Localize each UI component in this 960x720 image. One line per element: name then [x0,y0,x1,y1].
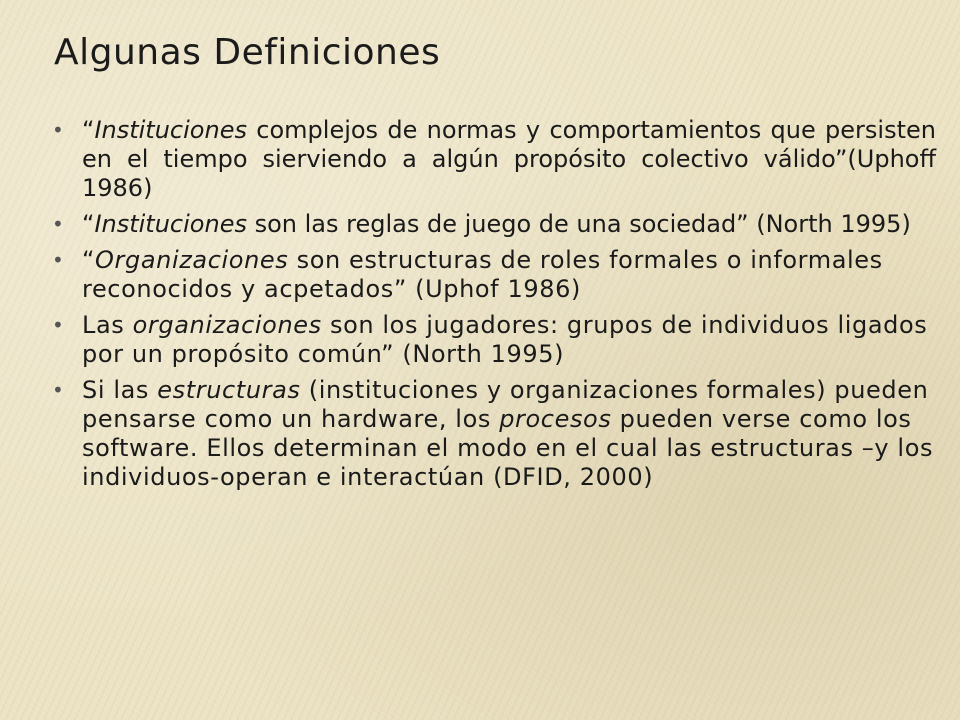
bullet-item [52,116,936,203]
bullet-term: Organizaciones [95,246,289,274]
bullet-term: procesos [499,405,612,433]
bullet-text-prefix: “ [82,210,95,238]
bullet-item [52,311,936,369]
bullet-text [82,311,927,368]
bullet-term: estructuras [157,376,301,404]
bullet-item [52,376,936,492]
bullet-dot-icon: • [52,313,64,337]
bullet-text-prefix: “ [82,246,96,274]
bullet-text [82,210,936,239]
bullet-term: Instituciones [94,210,247,238]
bullet-text-prefix: Si las [82,376,158,404]
bullet-dot-icon: • [52,212,64,236]
bullet-text-body: pueden verse como los software. Ellos determinan el modo en el cual las estructuras –y los individuos-operan e interactúan (DFID, 2000) [82,405,934,491]
bullet-term: organizaciones [132,311,322,339]
bullet-text-body: son los jugadores: grupos de individuos ligados por un propósito común” (North 1995) [82,311,928,368]
bullet-text [82,246,883,303]
bullet-text-body: son las reglas de juego de una sociedad” (North 1995) [246,210,911,238]
bullet-item [52,246,936,304]
bullet-text [82,376,933,491]
bullet-text-prefix: Las [82,311,133,339]
bullet-dot-icon: • [52,118,64,142]
bullet-text [82,116,936,203]
bullet-dot-icon: • [52,248,64,272]
bullet-text-prefix: “ [82,116,95,144]
bullet-term: Instituciones [94,116,247,144]
bullet-item [52,210,936,239]
bullet-text-body: son estructuras de roles formales o informales reconocidos y acpetados” (Uphof 1986) [82,246,883,303]
bullet-dot-icon: • [52,378,64,402]
bullet-text-body: complejos de normas y comportamientos que persisten en el tiempo sierviendo a algún propósito colectivo válido”(Uphoff 1986) [82,116,936,202]
bullet-text-middle: (instituciones y organizaciones formales) pueden pensarse como un hardware, los [82,376,929,433]
bullet-list [52,116,936,499]
slide-title: Algunas Definiciones [54,32,441,73]
